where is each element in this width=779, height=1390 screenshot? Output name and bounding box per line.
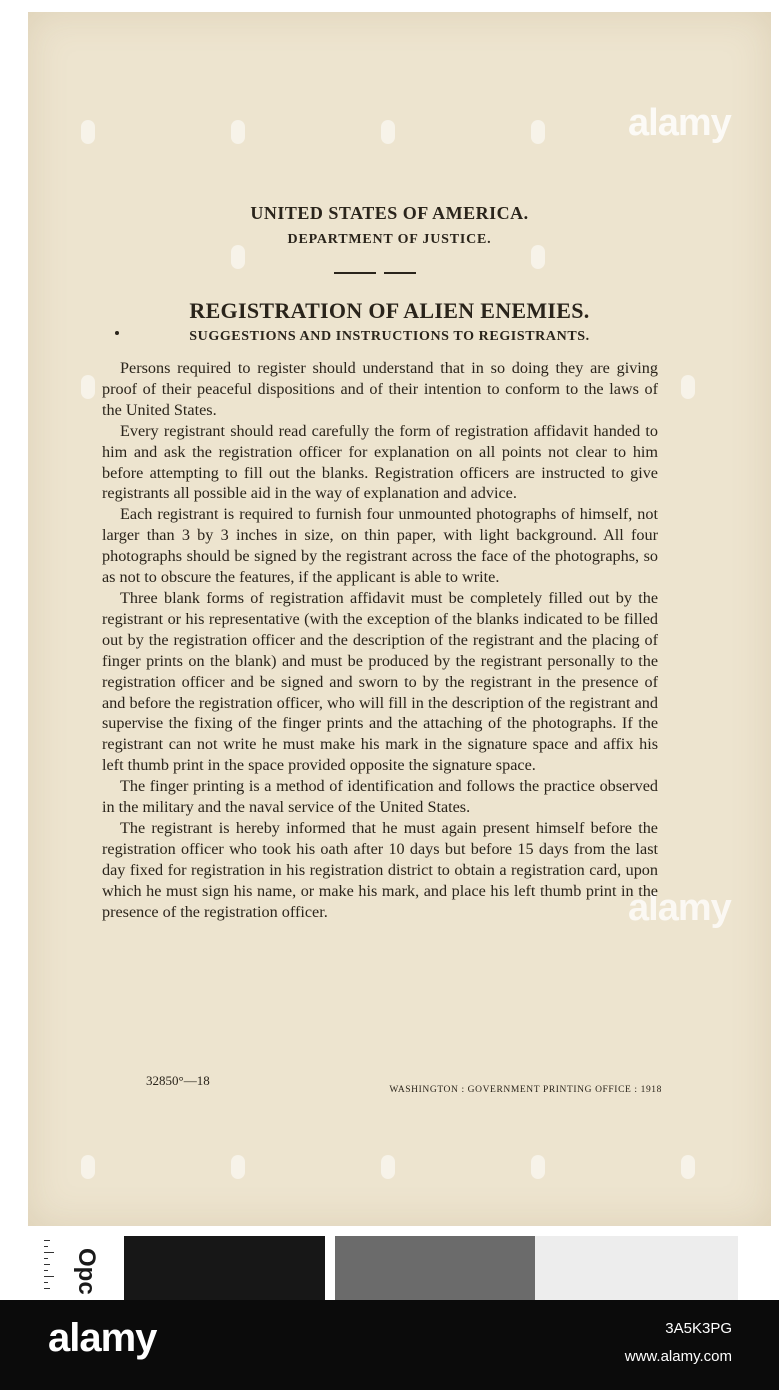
watermark-pin-icon [231,1155,245,1179]
watermark-pin-icon [531,245,545,269]
calibration-swatch-black [124,1236,325,1300]
document-subtitle: SUGGESTIONS AND INSTRUCTIONS TO REGISTRANTS. [189,329,590,344]
watermark-pin-icon [381,120,395,144]
watermark-pin-icon [681,1155,695,1179]
section-divider [334,272,416,274]
site-url: www.alamy.com [624,1348,732,1365]
watermark-pin-icon [381,1155,395,1179]
paragraph: Three blank forms of registration affidavit must be completely filled out by the registrant or his representative (with the exception of the blanks indicated to be filled out by the registration officer and the description of the registrant and the placing of finger prints on the blank) and must be produced by the registrant personally to the registration officer and be signed and sworn to by the registrant in the presence of and before the registration officer, who will fill in the description of the registrant and supervise the fixing of the finger prints and the attaching of the photographs. If the registrant can not write he must make his mark in the signature space and affix his left thumb print in the space provided opposite the signature space. [102,588,658,775]
calibration-ruler [44,1236,54,1298]
watermark-pin-icon [81,120,95,144]
watermark-logo: alamy [628,102,731,144]
watermark-pin-icon [81,1155,95,1179]
paragraph: The finger printing is a method of identification and follows the practice observed in the military and the naval service of the United States. [102,777,658,817]
image-id: 3A5K3PG [665,1320,732,1337]
watermark-pin-icon [231,120,245,144]
alamy-logo: alamy [48,1316,157,1360]
printer-imprint: WASHINGTON : GOVERNMENT PRINTING OFFICE : 1918 [389,1085,662,1095]
paragraph: Every registrant should read carefully the form of registration affidavit handed to him and ask the registration officer for explanation on all points not clear to him before attempting to fill out the blanks. Registration officers are instructed to give registrants all possible aid in the way of explanation and advice. [102,421,658,503]
watermark-logo: alamy [628,887,731,929]
document-title: REGISTRATION OF ALIEN ENEMIES. [189,298,590,323]
department-heading: DEPARTMENT OF JUSTICE. [287,232,492,247]
watermark-pin-icon [531,120,545,144]
calibration-swatch-light [535,1236,738,1300]
watermark-pin-icon [231,245,245,269]
stock-footer [0,1300,779,1390]
document-code: 32850°—18 [146,1073,210,1088]
paragraph: Each registrant is required to furnish four unmounted photographs of himself, not larger than 3 by 3 inches in size, on thin paper, with light background. All four photographs should be signed by the registrant across the face of the photographs, so as not to obscure the features, if the applicant is able to write. [102,505,658,587]
watermark-pin-icon [681,375,695,399]
country-heading: UNITED STATES OF AMERICA. [250,203,529,223]
watermark-pin-icon [531,1155,545,1179]
instructions-body [102,358,658,922]
paragraph: The registrant is hereby informed that he must again present himself before the registration officer who took his oath after 10 days but before 15 days from the last day fixed for registration in his registration district to obtain a registration card, upon which he must sign his name, or make his mark, and place his left thumb print in the presence of the registration officer. [102,818,658,921]
paragraph: Persons required to register should understand that in so doing they are giving proof of their peaceful dispositions and of their intention to conform to the laws of the United States. [102,359,658,419]
calibration-swatch-gray [335,1236,535,1300]
watermark-pin-icon [81,375,95,399]
calibration-label: Opc [73,1248,100,1295]
